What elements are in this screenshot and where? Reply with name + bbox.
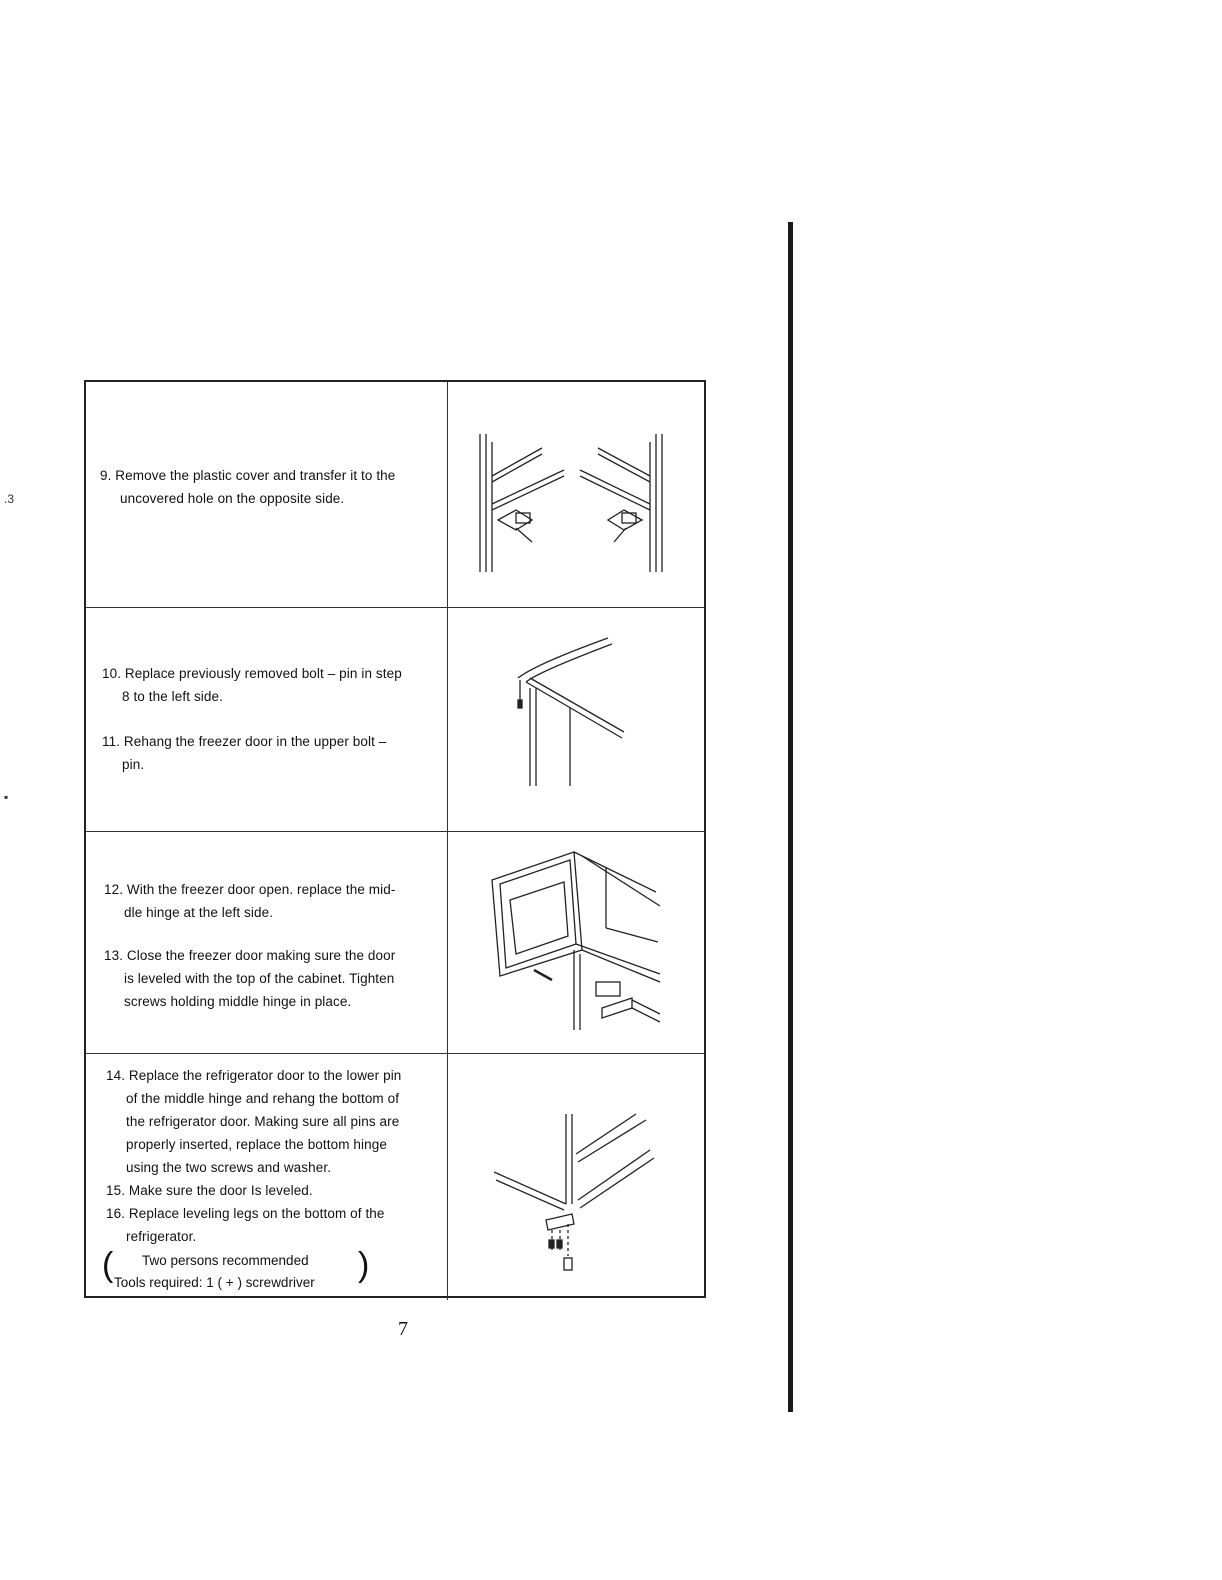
table-row	[86, 608, 704, 832]
step-11: 11. Rehang the freezer door in the upper bolt – pin.	[102, 734, 387, 772]
note-persons: Two persons recommended	[142, 1253, 309, 1268]
figure-cell	[446, 832, 704, 1053]
table-row	[86, 832, 704, 1054]
middle-hinge-figure	[446, 832, 704, 1054]
note-tools: Tools required: 1 ( + ) screwdriver	[114, 1275, 315, 1290]
table-row	[86, 382, 704, 608]
step-text-cell	[86, 382, 448, 607]
figure-cell	[446, 1054, 704, 1300]
hinge-cover-figure	[446, 382, 704, 608]
figure-cell	[446, 382, 704, 607]
scan-mark-dot: ▪	[4, 790, 9, 804]
step-text-cell	[86, 832, 448, 1053]
table-row	[86, 1054, 704, 1300]
tools-note	[102, 1246, 370, 1294]
page-number: 7	[398, 1318, 408, 1340]
note-bracket-left: (	[102, 1246, 114, 1284]
leveling-leg-figure	[446, 1054, 704, 1300]
scan-mark-left: .3	[4, 492, 15, 506]
step-10: 10. Replace previously removed bolt – pin in step 8 to the left side.	[102, 666, 402, 704]
step-15: 15. Make sure the door Is leveled.	[106, 1183, 313, 1198]
instruction-table	[84, 380, 706, 1298]
upper-bolt-pin-figure	[446, 608, 704, 832]
step-text-cell	[86, 608, 448, 831]
scan-edge-line	[788, 222, 793, 1412]
step-13: 13. Close the freezer door making sure the door is leveled with the top of the cabinet. Tighten screws holding middle hinge in place.	[104, 948, 396, 1009]
step-9: 9. Remove the plastic cover and transfer it to the uncovered hole on the opposite side.	[100, 468, 396, 506]
step-16: 16. Replace leveling legs on the bottom of the refrigerator.	[106, 1206, 385, 1244]
step-12: 12. With the freezer door open. replace the mid- dle hinge at the left side.	[104, 882, 396, 920]
note-bracket-right: )	[358, 1246, 370, 1284]
step-text-cell	[86, 1054, 448, 1300]
figure-cell	[446, 608, 704, 831]
step-14: 14. Replace the refrigerator door to the lower pin of the middle hinge and rehang the bottom of the refrigerator door. Making sure all pins are properly inserted, replace the bottom hinge using the two screws and washer.	[106, 1068, 402, 1175]
